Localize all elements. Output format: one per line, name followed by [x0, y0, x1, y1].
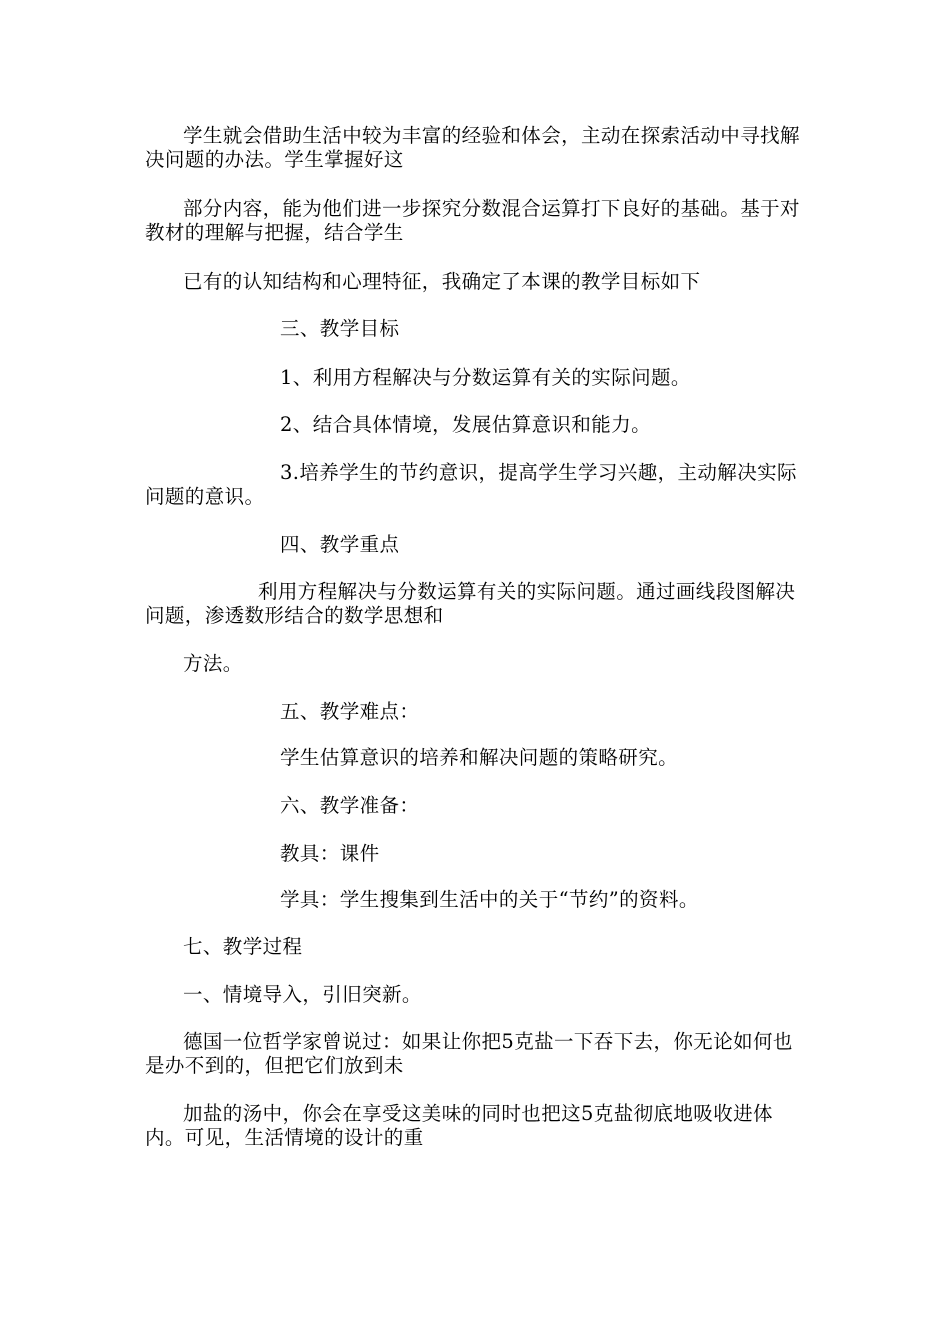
preparation-teacher-tools: 教具：课件	[280, 842, 380, 865]
paragraph-intro-1: 学生就会借助生活中较为丰富的经验和体会，主动在探索活动中寻找解决问题的办法。学生掌握好这	[145, 124, 800, 171]
paragraph-salt-story-2: 加盐的汤中，你会在享受这美味的同时也把这5克盐彻底地吸收进体内。可见，生活情境的设计的重	[145, 1102, 773, 1149]
goal-item-3: 3.培养学生的节约意识，提高学生学习兴趣，主动解决实际问题的意识。	[145, 461, 797, 508]
preparation-student-tools: 学具：学生搜集到生活中的关于“节约”的资料。	[280, 888, 699, 911]
heading-key-points: 四、教学重点	[280, 533, 400, 556]
paragraph-salt-story-1: 德国一位哲学家曾说过：如果让你把5克盐一下吞下去，你无论如何也是办不到的，但把它们放到未	[145, 1030, 793, 1077]
heading-difficulties: 五、教学难点：	[280, 700, 420, 723]
key-points-text-continued: 方法。	[183, 652, 243, 675]
heading-preparation: 六、教学准备：	[280, 794, 420, 817]
subheading-situation-intro: 一、情境导入，引旧突新。	[183, 983, 422, 1006]
key-points-text: 利用方程解决与分数运算有关的实际问题。通过画线段图解决问题，渗透数形结合的数学思想和	[145, 580, 796, 627]
paragraph-intro-2: 部分内容，能为他们进一步探究分数混合运算打下良好的基础。基于对教材的理解与把握，结合学生	[145, 197, 800, 244]
difficulties-text: 学生估算意识的培养和解决问题的策略研究。	[280, 746, 679, 769]
heading-teaching-process: 七、教学过程	[183, 935, 303, 958]
heading-teaching-goals: 三、教学目标	[280, 317, 400, 340]
paragraph-intro-3: 已有的认知结构和心理特征，我确定了本课的教学目标如下	[183, 270, 701, 293]
goal-item-2: 2、结合具体情境，发展估算意识和能力。	[280, 413, 652, 436]
goal-item-1: 1、利用方程解决与分数运算有关的实际问题。	[280, 366, 691, 389]
